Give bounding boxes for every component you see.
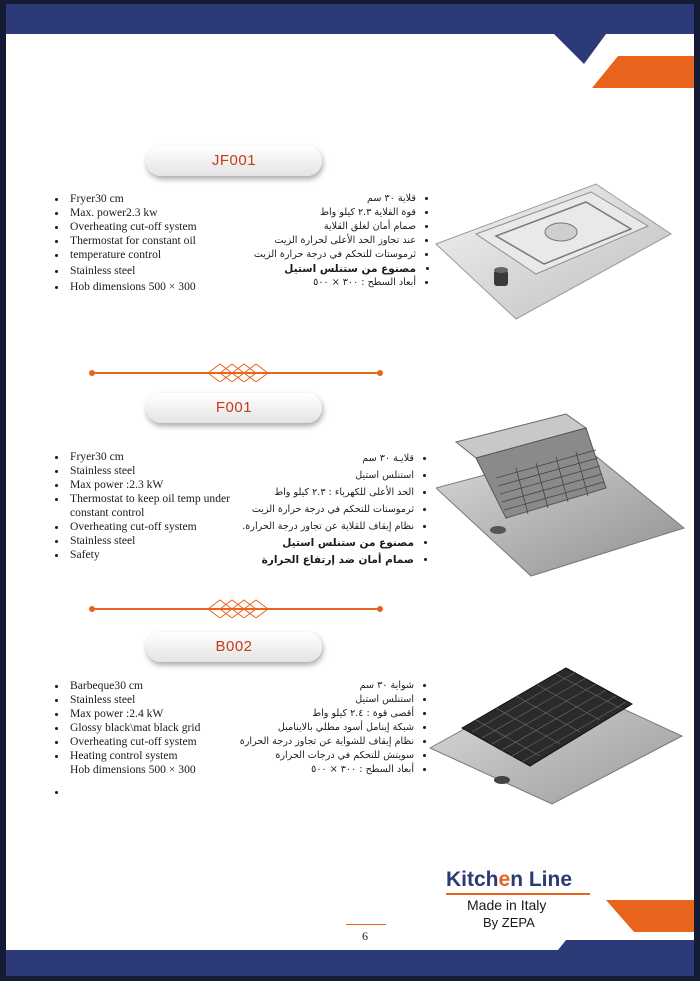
feature-ar: • قوة القلاية ٢.٣ كيلو واط	[230, 206, 416, 220]
page-number: 6	[362, 929, 368, 943]
footer-banner	[6, 896, 694, 976]
product-code-badge	[146, 146, 322, 176]
fryer-f001-image	[436, 408, 686, 578]
feature-ar: • مصنوع من ستنلس استيل	[230, 262, 416, 276]
feature-ar: • ثرموستات للتحكم في درجة حرارة الزيت	[230, 248, 416, 262]
feature-ar: • أبعاد السطح : ٣٠٠ × ٥٠٠	[230, 276, 416, 290]
feature-en: • Heating control system	[68, 749, 268, 763]
footer-orange-stripe	[606, 900, 694, 932]
header-banner	[6, 4, 694, 94]
feature-en: • Stainless steel	[68, 693, 268, 707]
feature-en: • Max. power2.3 kw	[68, 206, 268, 220]
feature-en: • Stainless steel	[68, 464, 268, 478]
features-ar-list	[216, 679, 428, 777]
feature-ar: • نظام إيقاف للشواية عن تجاوز درجة الحرارة	[216, 735, 414, 749]
feature-en: • Fryer30 cm	[68, 192, 268, 206]
catalog-page	[6, 4, 694, 976]
product-code: B002	[215, 638, 253, 655]
feature-ar: • صمام أمان لغلق القلاية	[230, 220, 416, 234]
feature-ar: • ثرموستات للتحكم في درجة حرارة الزيت	[228, 501, 414, 518]
features-ar-list	[230, 192, 430, 290]
feature-en: • temperature control	[68, 248, 268, 262]
feature-en: • Overheating cut-off system	[68, 735, 268, 749]
barbeque-b002-image	[426, 656, 686, 806]
header-orange-stripe	[592, 56, 694, 88]
feature-en	[68, 785, 268, 799]
feature-en: • Max power :2.4 kW	[68, 707, 268, 721]
product-code-badge	[146, 393, 322, 423]
feature-ar: • قلاية ٣٠ سم	[230, 192, 416, 206]
feature-en: • Barbeque30 cm	[68, 679, 268, 693]
feature-en: • Max power :2.3 kW	[68, 478, 268, 492]
feature-ar: • أقصى قوة : ٢.٤ كيلو واط	[216, 707, 414, 721]
feature-ar: • صمام أمان ضد إرتفاع الحرارة	[228, 552, 414, 569]
feature-en: • Overheating cut-off system	[68, 220, 268, 234]
feature-ar: • استنلس استيل	[228, 467, 414, 484]
feature-ar: • أبعاد السطح : ٣٠٠ × ٥٠٠	[216, 763, 414, 777]
made-in-text: Made in Italy	[467, 897, 547, 913]
feature-en: • Hob dimensions 500 × 300	[68, 280, 268, 294]
feature-en: • Thermostat for constant oil	[68, 234, 268, 248]
feature-ar: • شواية ٣٠ سم	[216, 679, 414, 693]
product-code: JF001	[211, 152, 257, 169]
logo-underline	[446, 893, 590, 895]
feature-en: • Overheating cut-off system	[68, 520, 268, 534]
feature-en: • Stainless steel	[68, 264, 268, 278]
feature-en: Hob dimensions 500 × 300	[70, 763, 196, 776]
feature-ar: • عند تجاوز الحد الأعلى لحرارة الزيت	[230, 234, 416, 248]
by-text: By ZEPA	[483, 915, 535, 930]
feature-ar: • سويتش للتحكم في درجات الحرارة	[216, 749, 414, 763]
feature-en: • Glossy black\mat black grid	[68, 721, 268, 735]
feature-ar: • قلايـة ٣٠ سم	[228, 450, 414, 467]
feature-ar: • نظام إيقاف للقلاية عن تجاوز درجة الحرارة.	[228, 518, 414, 535]
feature-ar: • مصنوع من ستنلس استيل	[228, 535, 414, 552]
product-code-badge	[146, 632, 322, 662]
fryer-jf001-image	[426, 174, 676, 324]
brand-name-accent: e	[498, 868, 511, 891]
product-code: F001	[215, 399, 253, 416]
features-ar-list	[228, 450, 428, 569]
section-divider	[86, 598, 386, 618]
brand-name-part2: n Line	[510, 868, 573, 891]
feature-en: • Safety	[68, 548, 268, 562]
brand-name-part1: Kitch	[446, 868, 499, 891]
feature-ar: • شبكة إينامل أسود مطلي بالاينامبل	[216, 721, 414, 735]
section-divider	[86, 362, 386, 382]
feature-en: • Thermostat to keep oil temp under constant control	[68, 492, 230, 520]
feature-ar: • استنلس استيل	[216, 693, 414, 707]
brand-logo	[446, 868, 572, 892]
feature-ar: • الحد الأعلى للكهرباء : ٢.٣ كيلو واط	[228, 484, 414, 501]
feature-en: • Stainless steel	[68, 534, 268, 548]
feature-en: • Fryer30 cm	[68, 450, 268, 464]
